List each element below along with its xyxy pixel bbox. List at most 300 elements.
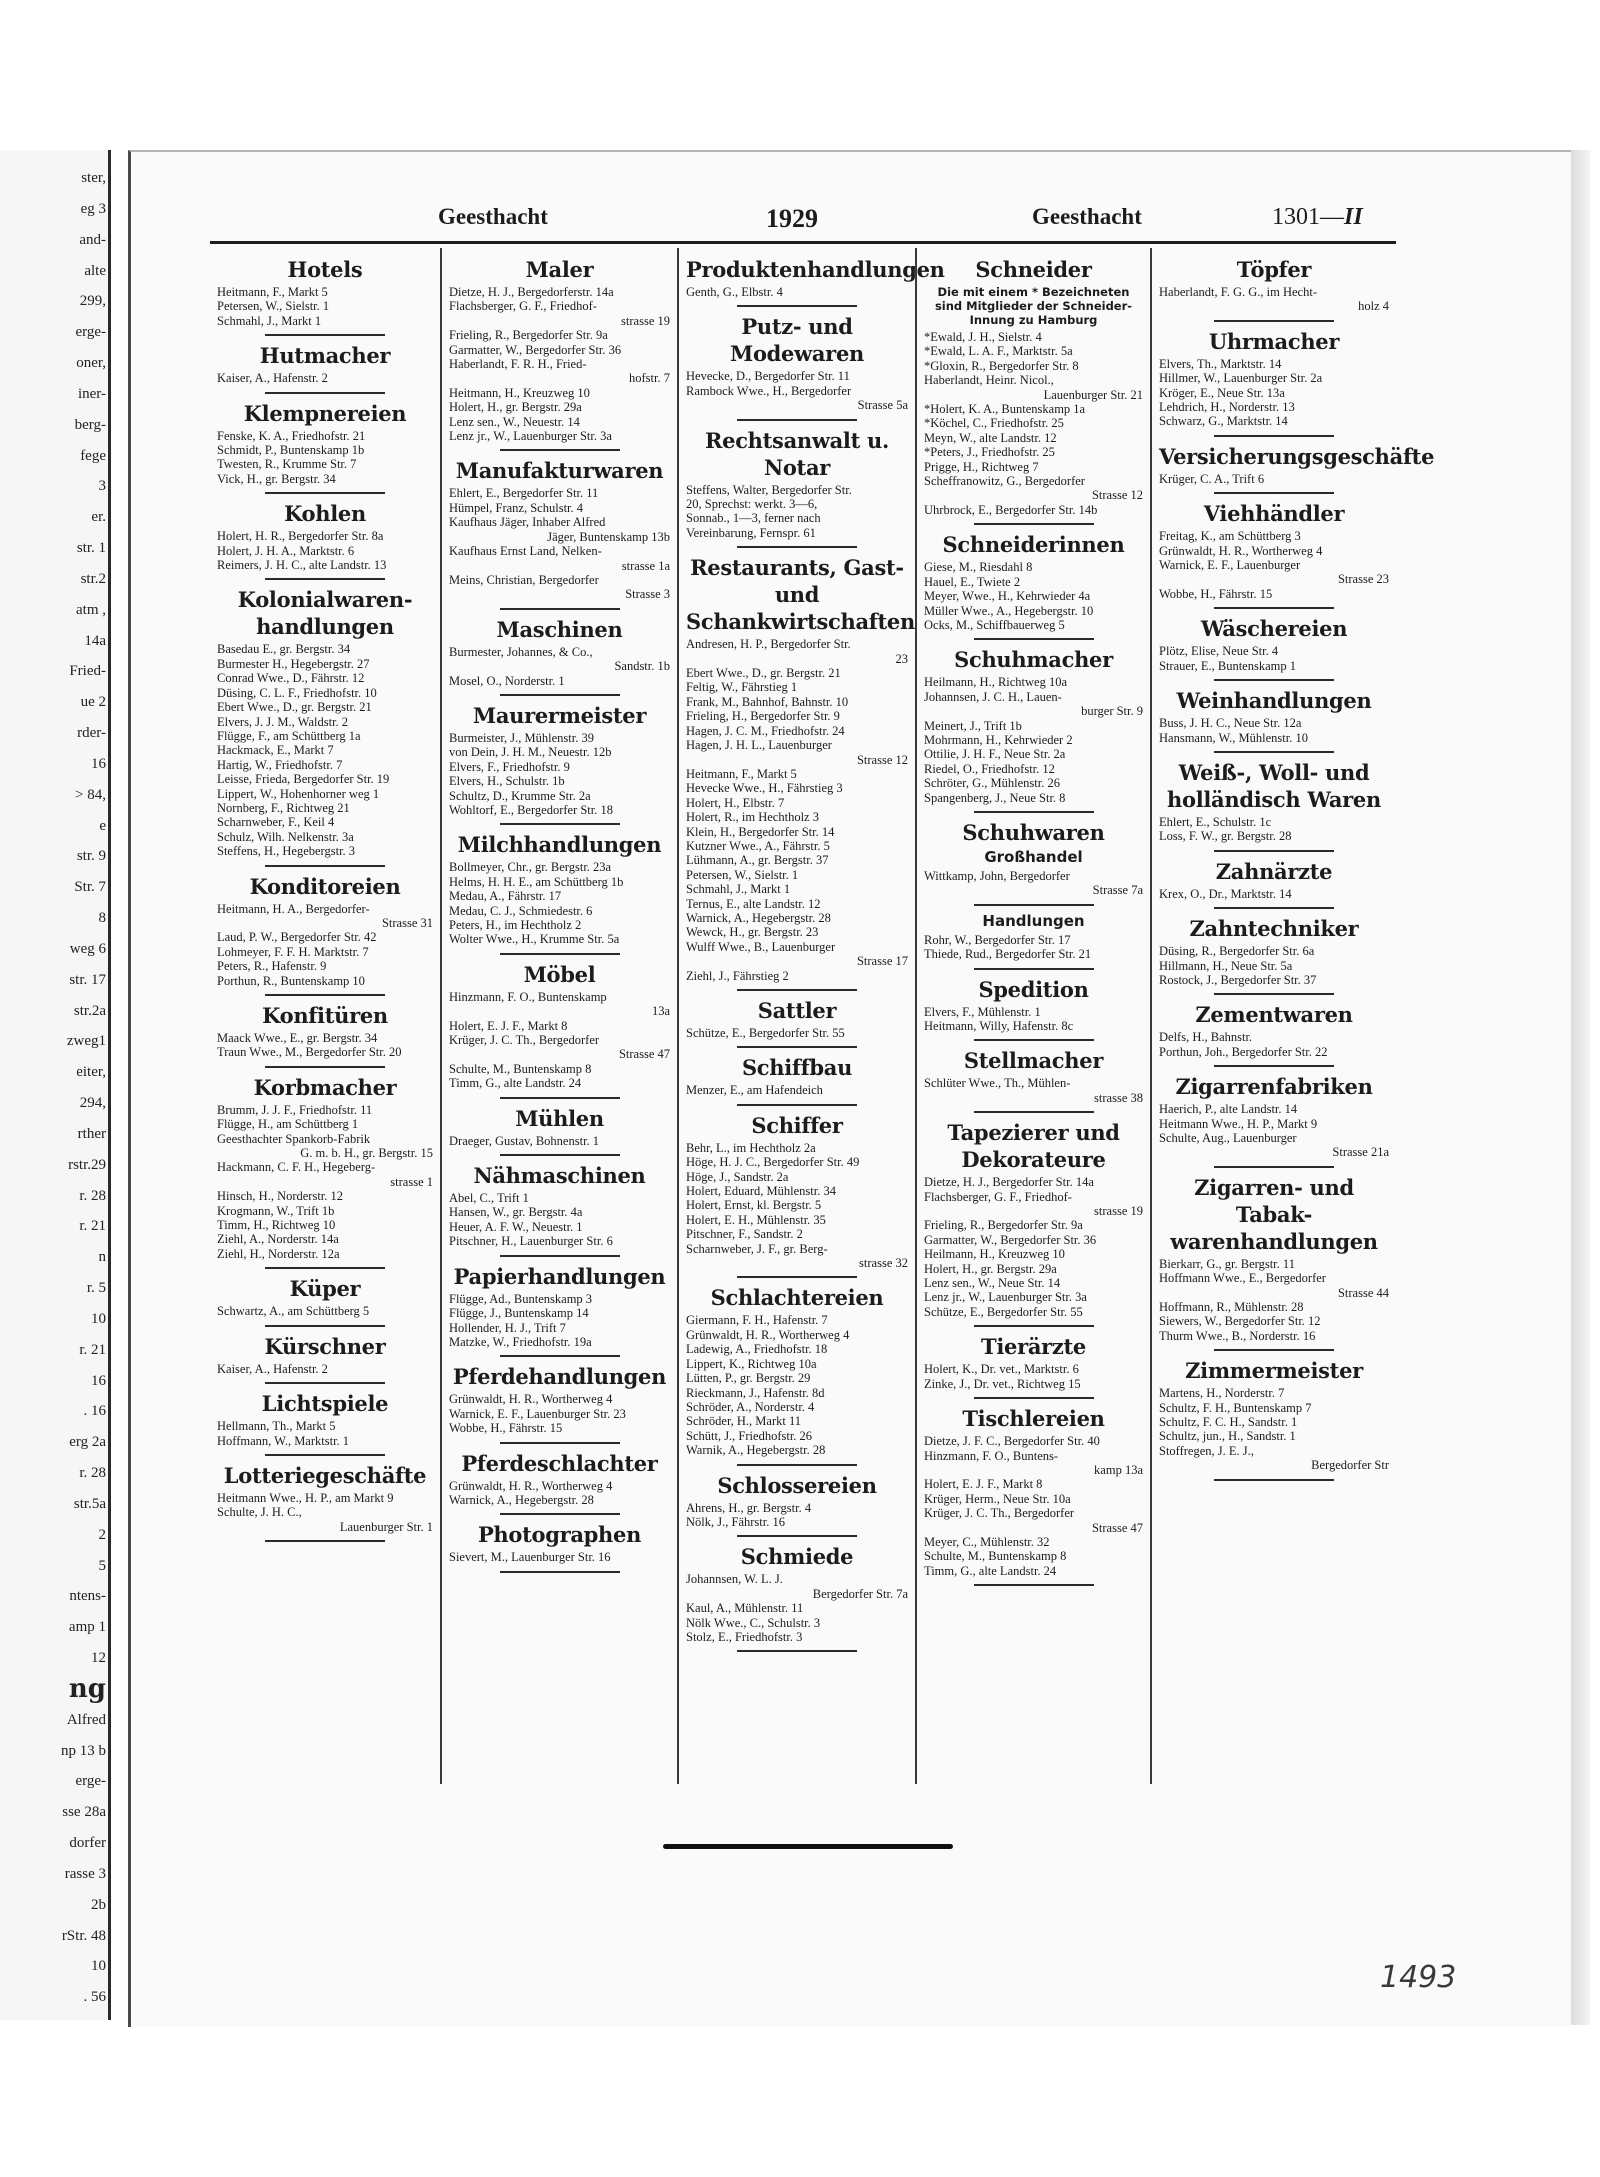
directory-entry: Helms, H. H. E., am Schüttberg 1b (449, 874, 624, 889)
directory-entry: Heitmann, H. A., Bergedorfer- (217, 901, 370, 916)
directory-entry: Mohrmann, H., Kehrwieder 2 (924, 732, 1073, 747)
previous-page-fragment: 14a (84, 632, 106, 649)
previous-page-fragment: 16 (91, 755, 106, 772)
directory-entry: Strasse 21a (1332, 1145, 1389, 1160)
directory-section (449, 961, 670, 1099)
section-divider (974, 1039, 1094, 1041)
previous-page-fragment: 299, (79, 293, 106, 310)
directory-entry: Lauenburger Str. 1 (339, 1519, 433, 1534)
directory-section (1159, 328, 1389, 437)
directory-entry: Siewers, W., Bergedorfer Str. 12 (1159, 1314, 1321, 1329)
directory-entry: Ehlert, E., Schulstr. 1c (1159, 814, 1272, 829)
previous-page-fragment: str. 17 (69, 971, 106, 988)
directory-entry: holz 4 (1358, 299, 1389, 314)
directory-entry: *Holert, K. A., Buntenskamp 1a (924, 402, 1086, 417)
previous-page-fragment: r. 21 (79, 1341, 106, 1358)
section-divider (265, 865, 385, 867)
directory-entry: Flügge, H., am Schüttberg 1 (217, 1117, 359, 1132)
section-divider (1214, 751, 1334, 753)
directory-entry: Wobbe, H., Fährstr. 15 (1159, 586, 1273, 601)
directory-section (1159, 858, 1389, 909)
directory-entry: Grünwaldt, H. R., Wortherweg 4 (686, 1327, 850, 1342)
directory-entry: Krogmann, W., Trift 1b (217, 1203, 335, 1218)
section-divider (974, 1397, 1094, 1399)
previous-page-fragment: 2 (98, 1526, 106, 1543)
directory-entry: Krüger, J. C. Th., Bergedorfer (449, 1033, 600, 1048)
directory-section (217, 1462, 433, 1542)
section-title: Maschinen (496, 616, 623, 642)
directory-entry: Lippert, K., Richtweg 10a (686, 1356, 817, 1371)
section-divider (265, 994, 385, 996)
directory-section (686, 997, 908, 1048)
directory-entry: Frank, M., Bahnhof, Bahnstr. 10 (686, 694, 849, 709)
section-title: Tapezierer und Dekorateure (947, 1120, 1120, 1173)
directory-entry: Peters, H., im Hechtholz 2 (449, 918, 582, 932)
previous-page-fragment: 5 (98, 1557, 106, 1574)
directory-section (1159, 1174, 1389, 1351)
directory-entry: Riedel, O., Friedhofstr. 12 (924, 761, 1055, 776)
previous-page-fragment: ue 2 (80, 694, 106, 711)
directory-section (686, 1112, 908, 1279)
section-divider (265, 578, 385, 580)
previous-page-fragment: 2b (91, 1896, 106, 1913)
directory-entry: Schmahl, J., Markt 1 (217, 313, 322, 328)
directory-entry: Scharnweber, J. F., gr. Berg- (686, 1241, 828, 1256)
previous-page-fragment: rasse 3 (64, 1865, 106, 1882)
directory-entry: Giese, M., Riesdahl 8 (924, 560, 1033, 575)
directory-entry: Warnik, A., Hegebergstr. 28 (686, 1443, 826, 1458)
directory-entry: Zinke, J., Dr. vet., Richtweg 15 (924, 1376, 1081, 1391)
directory-entry: Burmester H., Hegebergstr. 27 (217, 656, 370, 671)
previous-page-fragment: str. 1 (76, 540, 106, 556)
directory-section (449, 1450, 670, 1516)
directory-entry: Rambock Wwe., H., Bergedorfer (686, 383, 852, 398)
directory-entry: Delfs, H., Bahnstr. (1159, 1030, 1253, 1045)
directory-section (924, 1119, 1143, 1327)
directory-section (1159, 443, 1435, 494)
section-title: Nähmaschinen (473, 1163, 646, 1189)
directory-entry: Garmatter, W., Bergedorfer Str. 36 (449, 342, 622, 357)
section-divider (500, 1097, 620, 1099)
directory-entry: Elvers, F., Friedhofstr. 9 (449, 759, 570, 774)
directory-entry: Conrad Wwe., D., Fährstr. 12 (217, 671, 365, 686)
directory-entry: Warnick, E. F., Lauenburger Str. 23 (449, 1406, 626, 1421)
directory-entry: Steffens, Walter, Bergedorfer Str. (686, 482, 852, 497)
directory-entry: Burmester, Johannes, & Co., (449, 644, 593, 659)
previous-page-fragment: er. (91, 509, 106, 526)
previous-page-fragment: sse 28a (62, 1804, 106, 1821)
directory-entry: Strasse 23 (1337, 572, 1389, 587)
directory-entry: Heuer, A. F. W., Neuestr. 1 (449, 1219, 583, 1234)
directory-section (217, 342, 433, 393)
section-note: Die mit einem * Bezeichneten sind Mitglieder der Schneider-Innung zu Hamburg (934, 285, 1133, 327)
directory-entry: Holert, H., Elbstr. 7 (686, 795, 785, 810)
directory-entry: Medau, A., Fährstr. 17 (449, 889, 562, 904)
previous-page-fragment: 16 (91, 1372, 106, 1389)
directory-section (217, 1275, 433, 1326)
directory-entry: Lühmann, A., gr. Bergstr. 37 (686, 853, 829, 868)
previous-page-fragment: iner- (77, 385, 106, 402)
directory-entry: Andresen, H. P., Bergedorfer Str. (686, 637, 851, 652)
directory-entry: Hagen, J. H. L., Lauenburger (686, 738, 832, 753)
directory-entry: Heitmann, F., Markt 5 (686, 766, 797, 781)
directory-entry: Flügge, J., Buntenskamp 14 (449, 1306, 589, 1321)
directory-entry: Krüger, C. A., Trift 6 (1159, 471, 1265, 486)
directory-entry: Müller Wwe., A., Hegebergstr. 10 (924, 603, 1094, 618)
directory-entry: Heilmann, H., Kreuzweg 10 (924, 1247, 1065, 1262)
directory-entry: Scharnweber, F., Keil 4 (217, 815, 335, 830)
directory-entry: Ocks, M., Schiffbauerweg 5 (924, 617, 1065, 632)
previous-page-fragment: erg 2a (69, 1434, 106, 1451)
directory-entry: strasse 32 (859, 1256, 908, 1271)
directory-entry: Plötz, Elise, Neue Str. 4 (1159, 644, 1279, 659)
directory-entry: Warnick, A., Hegebergstr. 28 (449, 1492, 594, 1507)
previous-page-fragment: str.2a (73, 1002, 106, 1019)
directory-entry: Thurm Wwe., B., Norderstr. 16 (1159, 1328, 1316, 1343)
section-divider (500, 953, 620, 955)
directory-entry: Meins, Christian, Bergedorfer (449, 572, 599, 587)
previous-page-fragment: atm , (76, 601, 106, 618)
section-title: Restaurants, Gast- und Schankwirtschaften (686, 555, 915, 635)
directory-entry: Stoffregen, J. E. J., (1159, 1443, 1254, 1458)
directory-entry: Scheffranowitz, G., Bergedorfer (924, 474, 1085, 489)
section-divider (1214, 907, 1334, 909)
directory-entry: Haberlandt, F. G. G., im Hecht- (1159, 285, 1317, 299)
directory-entry: Elvers, H., Schulstr. 1b (449, 774, 565, 789)
directory-entry: Basedau E., gr. Bergstr. 34 (217, 642, 351, 657)
section-divider (265, 1066, 385, 1068)
directory-entry: Wohltorf, E., Bergedorfer Str. 18 (449, 802, 614, 817)
directory-section (217, 1002, 433, 1068)
section-divider (265, 492, 385, 494)
directory-section (217, 256, 433, 336)
directory-entry: Warnick, A., Hegebergstr. 28 (686, 910, 831, 925)
directory-entry: Abel, C., Trift 1 (449, 1191, 529, 1206)
previous-page-fragment: oner, (76, 355, 106, 371)
directory-entry: Schmahl, J., Markt 1 (686, 882, 791, 897)
section-divider (1214, 435, 1334, 437)
page-number: 1301— (1272, 204, 1344, 230)
previous-page-fragment: weg 6 (69, 940, 106, 957)
directory-entry: Vick, H., gr. Bergstr. 34 (217, 471, 336, 486)
previous-page-fragment: np 13 b (61, 1742, 106, 1759)
section-title: Putz- und Modewaren (730, 314, 864, 367)
directory-entry: Holert, R., im Hechtholz 3 (686, 810, 819, 825)
directory-entry: *Gloxin, R., Bergedorfer Str. 8 (924, 358, 1079, 373)
header-rule (210, 241, 1396, 244)
directory-entry: Traun Wwe., M., Bergedorfer Str. 20 (217, 1045, 402, 1060)
section-title: Versicherungsgeschäfte (1159, 443, 1435, 469)
section-title: Schlachtereien (710, 1285, 884, 1311)
section-title: Kolonialwaren-handlungen (237, 587, 413, 640)
section-title: Zigarrenfabriken (1175, 1074, 1373, 1100)
directory-entry: Hollender, H. J., Trift 7 (449, 1320, 566, 1335)
directory-entry: Schütze, E., Bergedorfer Str. 55 (924, 1304, 1083, 1319)
section-divider (737, 989, 857, 991)
directory-entry: Schultz, jun., H., Sandstr. 1 (1159, 1429, 1296, 1444)
directory-entry: Loss, F. W., gr. Bergstr. 28 (1159, 829, 1292, 844)
section-divider (1214, 679, 1334, 681)
directory-entry: Wewck, H., gr. Bergstr. 23 (686, 925, 819, 940)
directory-entry: Timm, H., Richtweg 10 (217, 1218, 336, 1233)
directory-entry: burger Str. 9 (1081, 704, 1143, 719)
directory-entry: Behr, L., im Hechtholz 2a (686, 1140, 816, 1155)
previous-page-fragment: str.2 (80, 570, 106, 587)
section-divider (974, 904, 1094, 906)
directory-entry: Hillmann, H., Neue Str. 5a (1159, 958, 1293, 973)
directory-entry: *Ewald, J. H., Sielstr. 4 (924, 330, 1042, 344)
section-title: Produktenhandlungen (686, 257, 945, 282)
directory-entry: Schröder, H., Markt 11 (686, 1414, 801, 1429)
directory-entry: Petersen, W., Sielstr. 1 (217, 299, 330, 314)
directory-entry: Garmatter, W., Bergedorfer Str. 36 (924, 1232, 1097, 1247)
section-divider (500, 1513, 620, 1515)
directory-entry: Grünwaldt, H. R., Wortherweg 4 (449, 1478, 613, 1493)
directory-entry: Hoffmann Wwe., E., Bergedorfer (1159, 1271, 1326, 1286)
directory-entry: Schwartz, A., am Schüttberg 5 (217, 1304, 370, 1319)
section-divider (500, 1355, 620, 1357)
directory-entry: Hevecke, D., Bergedorfer Str. 11 (686, 369, 850, 384)
directory-section (924, 531, 1143, 640)
directory-section (217, 1074, 433, 1269)
directory-section (1159, 687, 1389, 753)
directory-entry: Kröger, E., Neue Str. 13a (1159, 385, 1285, 400)
directory-section (1159, 915, 1389, 995)
directory-entry: Strasse 7a (1092, 883, 1143, 898)
directory-entry: Holert, E. H., Mühlenstr. 35 (686, 1212, 826, 1227)
previous-page-fragment: n (98, 1249, 106, 1266)
previous-page-fragment: 12 (91, 1650, 106, 1666)
section-title: Zahntechniker (1189, 916, 1359, 942)
directory-entry: Haberlandt, Heinr. Nicol., (924, 373, 1054, 388)
directory-entry: Schröder, A., Norderstr. 4 (686, 1399, 815, 1414)
section-title: Schlossereien (717, 1472, 877, 1498)
directory-entry: Pitschner, F., Sandstr. 2 (686, 1227, 803, 1242)
previous-page-fragment: zweg1 (66, 1033, 106, 1050)
previous-page-fragment: 10 (91, 1958, 106, 1975)
section-title: Lichtspiele (261, 1391, 389, 1417)
directory-entry: Wulff Wwe., B., Lauenburger (686, 939, 836, 954)
directory-entry: Johannsen, W. L. J. (686, 1572, 783, 1587)
directory-entry: Vereinbarung, Fernspr. 61 (686, 525, 816, 540)
previous-page-fragment: Fried- (69, 663, 106, 680)
section-title: Hotels (287, 257, 363, 282)
directory-section (686, 554, 915, 991)
section-divider (1214, 993, 1334, 995)
section-title: Schneiderinnen (942, 532, 1125, 558)
directory-entry: Elvers, F., Mühlenstr. 1 (924, 1004, 1041, 1019)
section-divider (1214, 320, 1334, 322)
directory-entry: Heitmann Wwe., H. P., Markt 9 (1159, 1116, 1318, 1131)
directory-entry: Strasse 44 (1337, 1285, 1389, 1300)
directory-entry: Sandstr. 1b (614, 659, 670, 674)
section-title: Sattler (757, 998, 837, 1023)
directory-entry: Leisse, Frieda, Bergedorfer Str. 19 (217, 772, 390, 787)
directory-entry: Ebert Wwe., D., gr. Bergstr. 21 (217, 700, 372, 715)
section-divider (500, 1571, 620, 1573)
section-title: Photographen (477, 1522, 642, 1548)
directory-entry: Maack Wwe., E., gr. Bergstr. 34 (217, 1031, 378, 1045)
section-title: Zahnärzte (1215, 858, 1333, 884)
directory-entry: Fenske, K. A., Friedhofstr. 21 (217, 428, 366, 443)
directory-entry: Strasse 5a (857, 398, 908, 413)
directory-entry: Thiede, Rud., Bergedorfer Str. 21 (924, 947, 1092, 962)
directory-entry: Wittkamp, John, Bergedorfer (924, 868, 1070, 883)
section-divider (974, 968, 1094, 970)
directory-entry: Lauenburger Str. 21 (1043, 387, 1143, 402)
directory-entry: Ahrens, H., gr. Bergstr. 4 (686, 1500, 812, 1515)
directory-section (924, 256, 1143, 525)
directory-entry: Rieckmann, J., Hafenstr. 8d (686, 1385, 825, 1400)
section-title: Papierhandlungen (453, 1263, 666, 1289)
directory-entry: Grünwaldt, H. R., Wortherweg 4 (449, 1392, 613, 1407)
section-title: Mühlen (515, 1105, 604, 1131)
directory-entry: Hansen, W., gr. Bergstr. 4a (449, 1205, 583, 1220)
directory-entry: Hagen, J. C. M., Friedhofstr. 24 (686, 723, 845, 738)
section-title: Schuhwaren (962, 819, 1105, 845)
section-divider (1214, 1166, 1334, 1168)
section-divider (974, 1111, 1094, 1113)
directory-section (924, 976, 1143, 1042)
section-divider (265, 1325, 385, 1327)
previous-page-fragment: ster, (81, 170, 106, 186)
directory-entry: Kaufhaus Ernst Land, Nelken- (449, 544, 602, 559)
section-title: Töpfer (1236, 257, 1312, 282)
section-title: Konfitüren (262, 1003, 388, 1028)
previous-page-fragment: dorfer (69, 1835, 106, 1851)
directory-entry: Lippert, W., Hohenhorner weg 1 (217, 786, 380, 801)
directory-entry: Kaiser, A., Hafenstr. 2 (217, 1361, 328, 1376)
section-divider (265, 1540, 385, 1542)
directory-entry: Freitag, K., am Schüttberg 3 (1159, 529, 1301, 544)
directory-entry: Schröter, G., Mühlenstr. 26 (924, 776, 1060, 791)
directory-entry: Lohmeyer, F. F. H. Marktstr. 7 (217, 944, 369, 959)
directory-entry: Porthun, Joh., Bergedorfer Str. 22 (1159, 1044, 1328, 1059)
directory-entry: Frieling, R., Bergedorfer Str. 9a (449, 328, 608, 343)
directory-section (449, 457, 670, 609)
previous-page-fragment: fege (80, 447, 106, 464)
section-divider (737, 1650, 857, 1652)
directory-entry: Draeger, Gustav, Bohnenstr. 1 (449, 1133, 600, 1148)
section-title: Zimmermeister (1185, 1358, 1363, 1384)
previous-page-fragment: > 84, (75, 786, 106, 803)
directory-entry: Ziehl, A., Norderstr. 14a (217, 1232, 339, 1247)
previous-page-fragment: erge- (75, 1773, 106, 1790)
directory-entry: Schulte, M., Buntenskamp 8 (924, 1549, 1067, 1564)
directory-entry: Flachsberger, G. F., Friedhof- (449, 299, 597, 314)
directory-section (686, 1284, 908, 1465)
directory-entry: Uhrbrock, E., Bergedorfer Str. 14b (924, 502, 1098, 517)
previous-page-fragment: Alfred (66, 1711, 106, 1728)
directory-entry: Hinsch, H., Norderstr. 12 (217, 1189, 344, 1204)
directory-entry: Holert, E. J. F., Markt 8 (924, 1477, 1043, 1492)
column-4 (915, 248, 1150, 1784)
directory-section (449, 1162, 670, 1257)
directory-entry: Hansmann, W., Mühlenstr. 10 (1159, 730, 1308, 745)
section-title: Schiffer (751, 1112, 843, 1138)
directory-section (924, 646, 1143, 813)
directory-section (217, 500, 433, 580)
directory-section (217, 586, 433, 866)
directory-entry: Schulte, M., Buntenskamp 8 (449, 1061, 592, 1076)
directory-entry: 23 (895, 651, 908, 666)
directory-section (1159, 256, 1389, 322)
directory-entry: strasse 19 (1094, 1204, 1143, 1219)
section-title: Schneider (975, 257, 1092, 282)
section-divider (500, 1442, 620, 1444)
directory-entry: Düsing, R., Bergedorfer Str. 6a (1159, 944, 1315, 959)
directory-entry: hofstr. 7 (629, 371, 670, 386)
section-subtitle: Handlungen (982, 911, 1085, 930)
section-title: Kohlen (284, 501, 366, 527)
directory-entry: 13a (651, 1004, 670, 1019)
directory-section (686, 313, 908, 420)
section-title: Tischlereien (962, 1406, 1105, 1432)
previous-page-fragment: r. 5 (86, 1280, 106, 1296)
section-divider (737, 1046, 857, 1048)
directory-entry: Twesten, R., Krumme Str. 7 (217, 457, 357, 472)
section-divider (974, 811, 1094, 813)
directory-entry: Holert, Ernst, kl. Bergstr. 5 (686, 1198, 822, 1213)
directory-entry: Elvers, Th., Marktstr. 14 (1159, 356, 1282, 371)
section-title: Konditoreien (249, 873, 401, 899)
directory-entry: Schlüter Wwe., Th., Mühlen- (924, 1076, 1071, 1091)
directory-section (217, 400, 433, 495)
directory-entry: Ladewig, A., Friedhofstr. 18 (686, 1342, 828, 1357)
directory-entry: Feltig, W., Fährstieg 1 (686, 680, 798, 695)
section-divider (500, 449, 620, 451)
section-title: Pferdeschlachter (461, 1450, 658, 1476)
directory-entry: *Peters, J., Friedhofstr. 25 (924, 445, 1055, 460)
directory-entry: Nornberg, F., Richtweg 21 (217, 800, 350, 815)
directory-entry: Ottilie, J. H. F., Neue Str. 2a (924, 747, 1066, 762)
previous-page-fragment: r. 28 (79, 1465, 106, 1481)
previous-page-fragment: str. 9 (76, 848, 106, 865)
directory-entry: Krüger, J. C. Th., Bergedorfer (924, 1506, 1075, 1521)
section-divider (500, 608, 620, 610)
section-divider (1214, 1065, 1334, 1067)
directory-entry: Holert, Eduard, Mühlenstr. 34 (686, 1184, 836, 1199)
directory-entry: Schulte, J. H. C., (217, 1505, 302, 1520)
directory-entry: Sievert, M., Lauenburger Str. 16 (449, 1550, 611, 1565)
section-divider (500, 1154, 620, 1156)
directory-entry: strasse 38 (1094, 1090, 1143, 1105)
directory-entry: Bierkarr, G., gr. Bergstr. 11 (1159, 1256, 1295, 1271)
section-title: Milchhandlungen (457, 832, 662, 858)
section-divider (265, 334, 385, 336)
directory-section (686, 256, 945, 307)
directory-entry: Lenz jr., W., Lauenburger Str. 3a (449, 429, 612, 444)
section-divider (737, 305, 857, 307)
previous-page-fragment: 3 (98, 478, 106, 495)
directory-section (924, 1405, 1143, 1586)
directory-section (449, 702, 670, 825)
section-divider (265, 392, 385, 394)
directory-entry: Menzer, E., am Hafendeich (686, 1083, 823, 1098)
section-title: Lotteriegeschäfte (223, 1462, 427, 1488)
directory-entry: Lenz sen., W., Neue Str. 14 (924, 1276, 1061, 1291)
directory-entry: Holert, J. H. A., Marktstr. 6 (217, 543, 355, 558)
directory-entry: Hauel, E., Twiete 2 (924, 574, 1021, 589)
directory-entry: Ziehl, H., Norderstr. 12a (217, 1246, 340, 1261)
directory-entry: Hinzmann, F. O., Buntens- (924, 1448, 1059, 1463)
directory-entry: Flachsberger, G. F., Friedhof- (924, 1189, 1072, 1204)
section-divider (1214, 1349, 1334, 1351)
directory-entry: Strasse 47 (618, 1047, 670, 1062)
directory-entry: Brumm, J. J. F., Friedhofstr. 11 (217, 1102, 373, 1117)
directory-entry: Ehlert, E., Bergedorfer Str. 11 (449, 486, 599, 501)
directory-entry: 20, Sprechst: werkt. 3—6, (686, 497, 818, 512)
